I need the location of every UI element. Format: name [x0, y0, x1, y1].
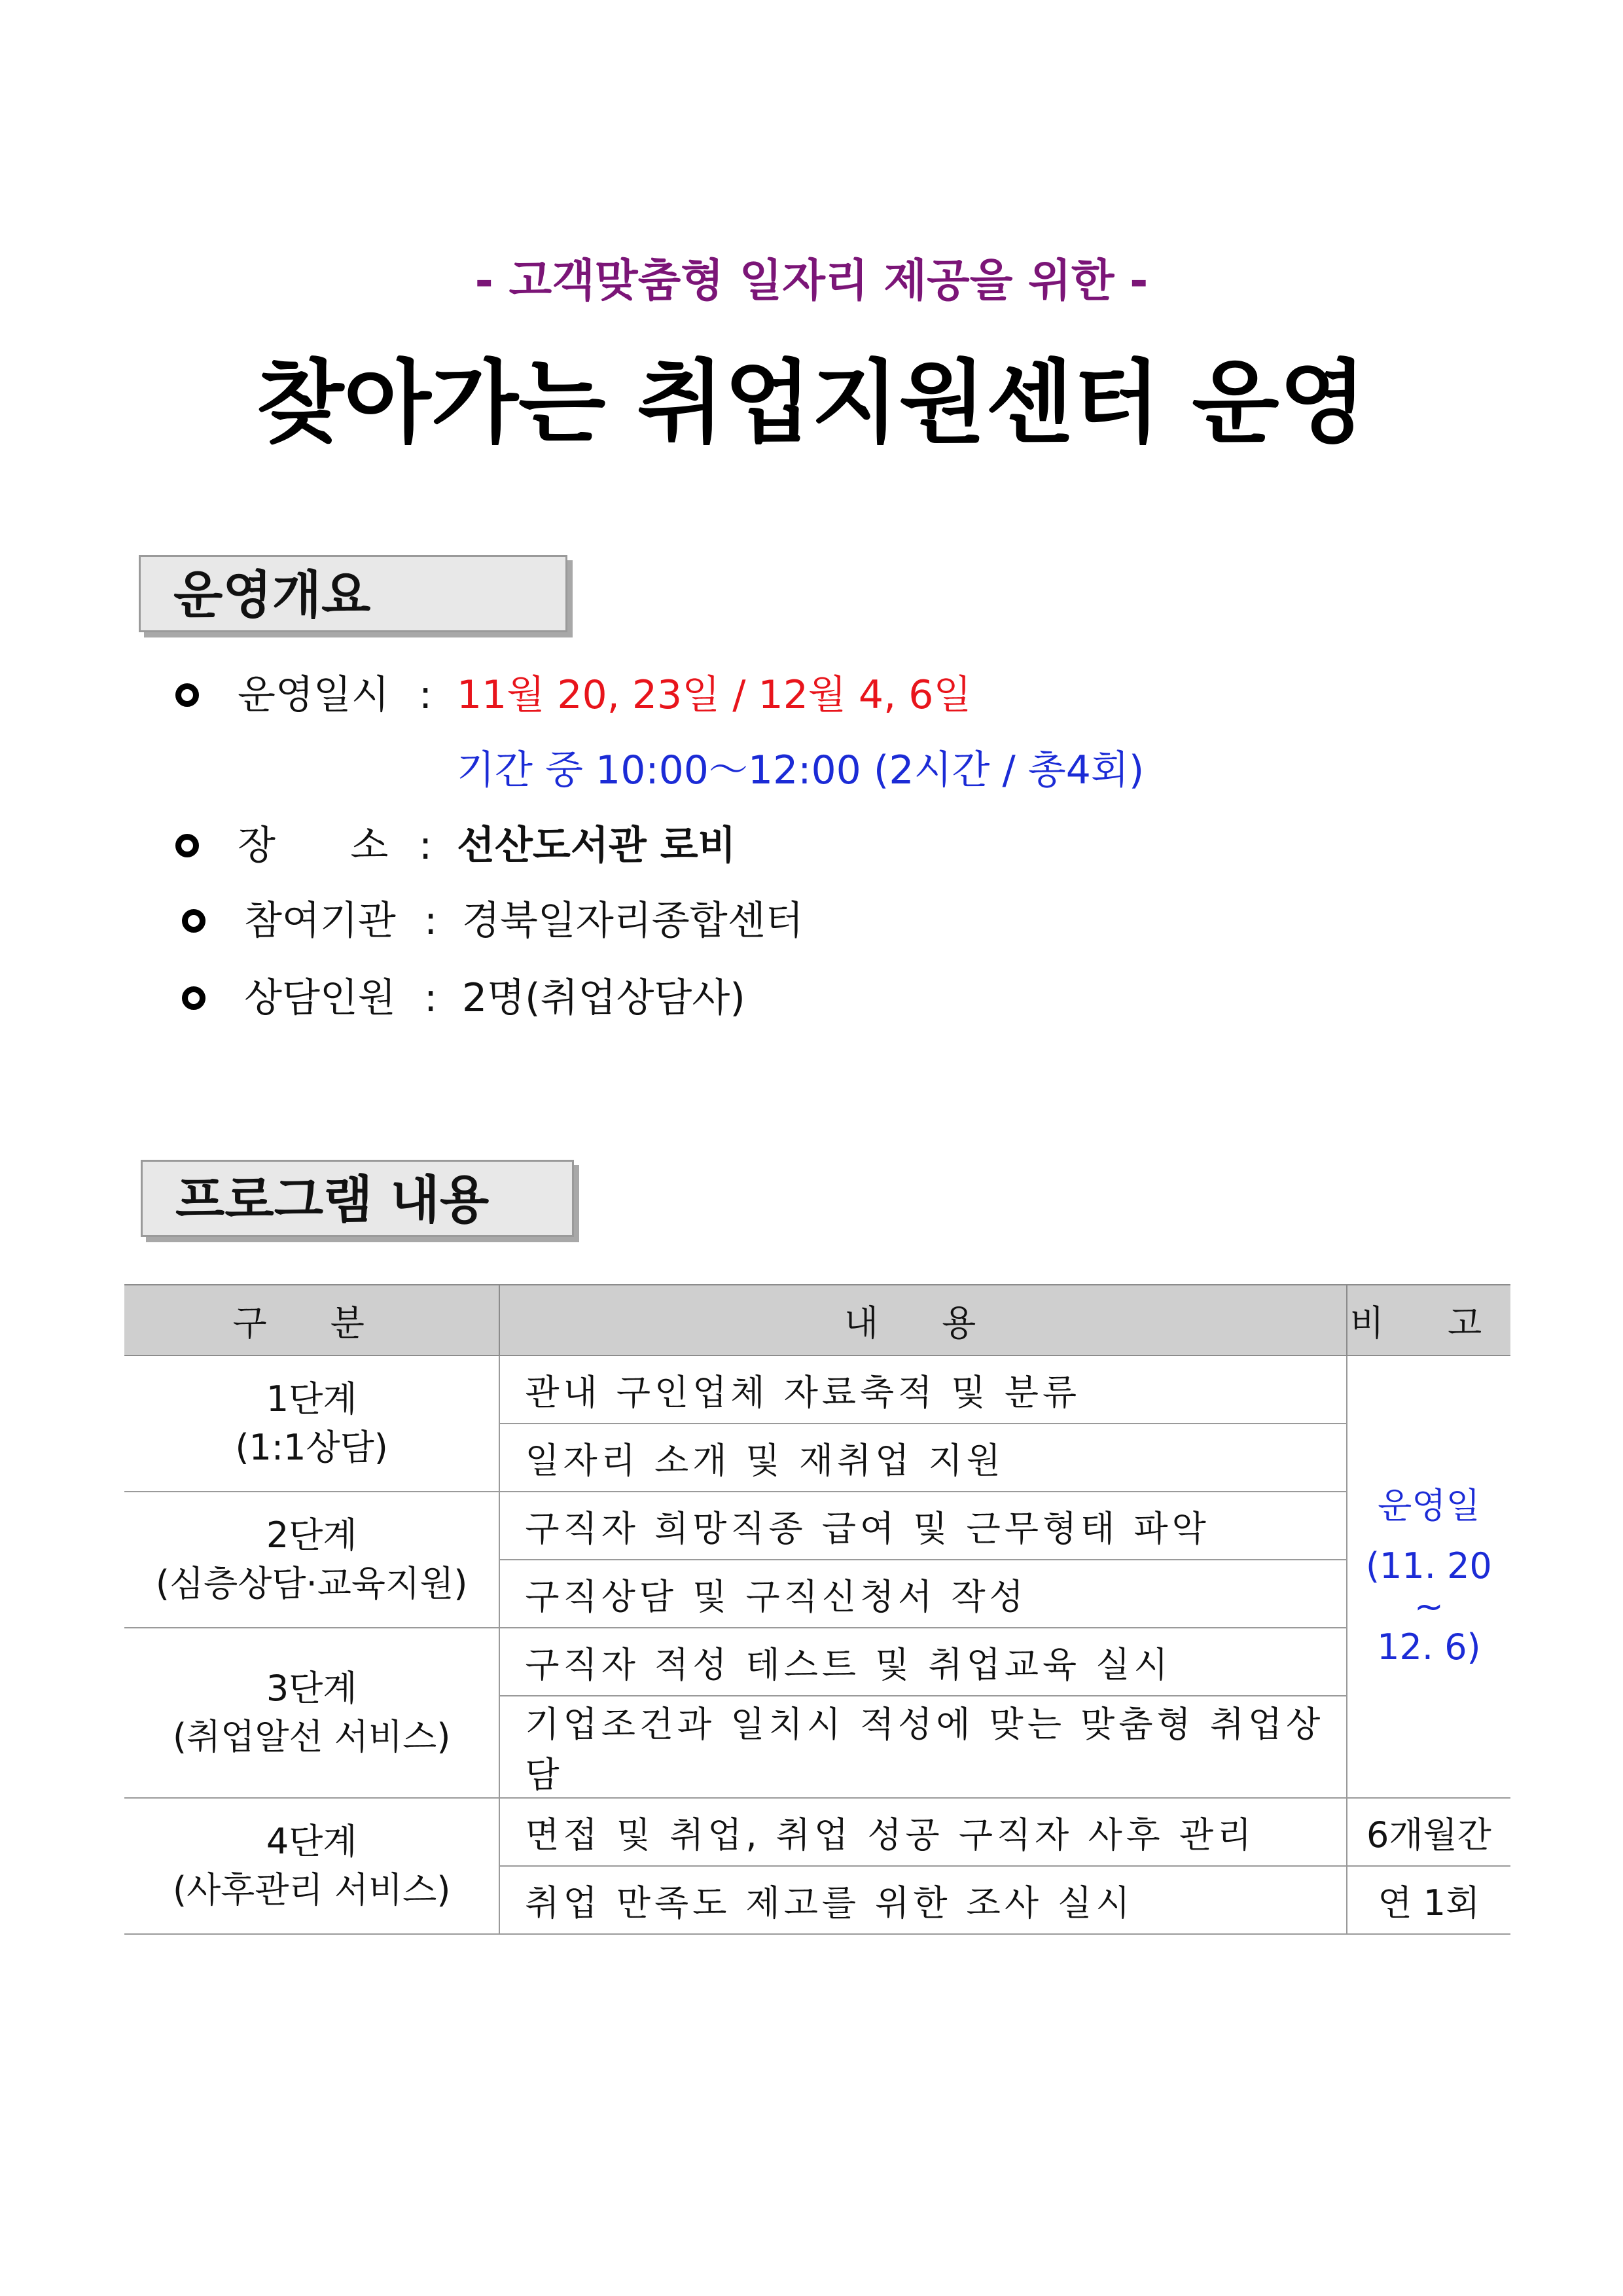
section-heading-overview: 운영개요 [139, 555, 567, 632]
info-label: 상담인원 [244, 975, 396, 1021]
table-row [124, 1628, 1510, 1696]
info-colon: : [419, 672, 433, 718]
stage-name: 4단계 [266, 1821, 357, 1862]
content-cell: 면접 및 취업, 취업 성공 구직자 사후 관리 [499, 1798, 1346, 1866]
table-row [124, 1798, 1510, 1866]
circle-bullet-icon [182, 986, 205, 1010]
stage-sub: (취업알선 서비스) [172, 1716, 451, 1757]
info-colon: : [419, 823, 433, 869]
note-cell: 연 1회 [1347, 1866, 1510, 1934]
info-colon: : [424, 975, 438, 1021]
stage-sub: (사후관리 서비스) [172, 1869, 451, 1910]
stage-name: 1단계 [266, 1378, 357, 1420]
info-label: 장 소 [238, 823, 389, 869]
info-label: 참여기관 [244, 898, 396, 944]
document-subtitle: - 고객맞춤형 일자리 제공을 위한 - [474, 255, 1149, 307]
stage-name: 3단계 [266, 1668, 357, 1709]
stage-cell [124, 1355, 499, 1492]
content-cell: 일자리 소개 및 재취업 지원 [499, 1424, 1346, 1492]
note-line: (11. 20 [1365, 1545, 1492, 1587]
organization-value: 경북일자리종합센터 [462, 898, 804, 944]
stage-name: 2단계 [266, 1515, 357, 1556]
program-table [124, 1284, 1510, 1935]
note-cell: 6개월간 [1347, 1798, 1510, 1866]
content-cell: 구직자 희망직종 급여 및 근무형태 파악 [499, 1492, 1346, 1560]
stage-cell [124, 1628, 499, 1798]
schedule-dates: 11월 20, 23일 / 12월 4, 6일 [457, 672, 972, 718]
header-content: 내 용 [499, 1285, 1346, 1355]
stage-sub: (1:1상담) [235, 1427, 388, 1468]
staff-value: 2명(취업상담사) [462, 975, 745, 1021]
content-cell: 구직상담 및 구직신청서 작성 [499, 1560, 1346, 1628]
content-cell: 구직자 적성 테스트 및 취업교육 실시 [499, 1628, 1346, 1696]
circle-bullet-icon [182, 909, 205, 933]
document-title: 찾아가는 취업지원센터 운영 [257, 350, 1366, 456]
info-colon: : [424, 898, 438, 944]
header-category: 구 분 [124, 1285, 499, 1355]
note-line: ~ [1414, 1586, 1444, 1627]
content-cell: 관내 구인업체 자료축적 및 분류 [499, 1355, 1346, 1424]
header-note: 비 고 [1347, 1285, 1510, 1355]
table-row [124, 1492, 1510, 1560]
note-line: 운영일 [1378, 1485, 1480, 1526]
content-cell: 취업 만족도 제고를 위한 조사 실시 [499, 1866, 1346, 1934]
schedule-time: 기간 중 10:00～12:00 (2시간 / 총4회) [457, 747, 1145, 793]
stage-sub: (심층상담·교육지원) [155, 1563, 468, 1604]
section-heading-program: 프로그램 내용 [141, 1160, 574, 1237]
stage-cell [124, 1798, 499, 1934]
note-line: 12. 6) [1377, 1626, 1481, 1668]
table-header-row [124, 1285, 1510, 1355]
content-cell: 기업조건과 일치시 적성에 맞는 맞춤형 취업상담 [499, 1696, 1346, 1798]
stage-cell [124, 1492, 499, 1628]
table-row [124, 1355, 1510, 1424]
info-label: 운영일시 [238, 672, 389, 718]
circle-bullet-icon [175, 834, 199, 857]
circle-bullet-icon [175, 683, 199, 707]
place-value: 선산도서관 로비 [457, 823, 736, 869]
note-cell-schedule [1347, 1355, 1510, 1798]
